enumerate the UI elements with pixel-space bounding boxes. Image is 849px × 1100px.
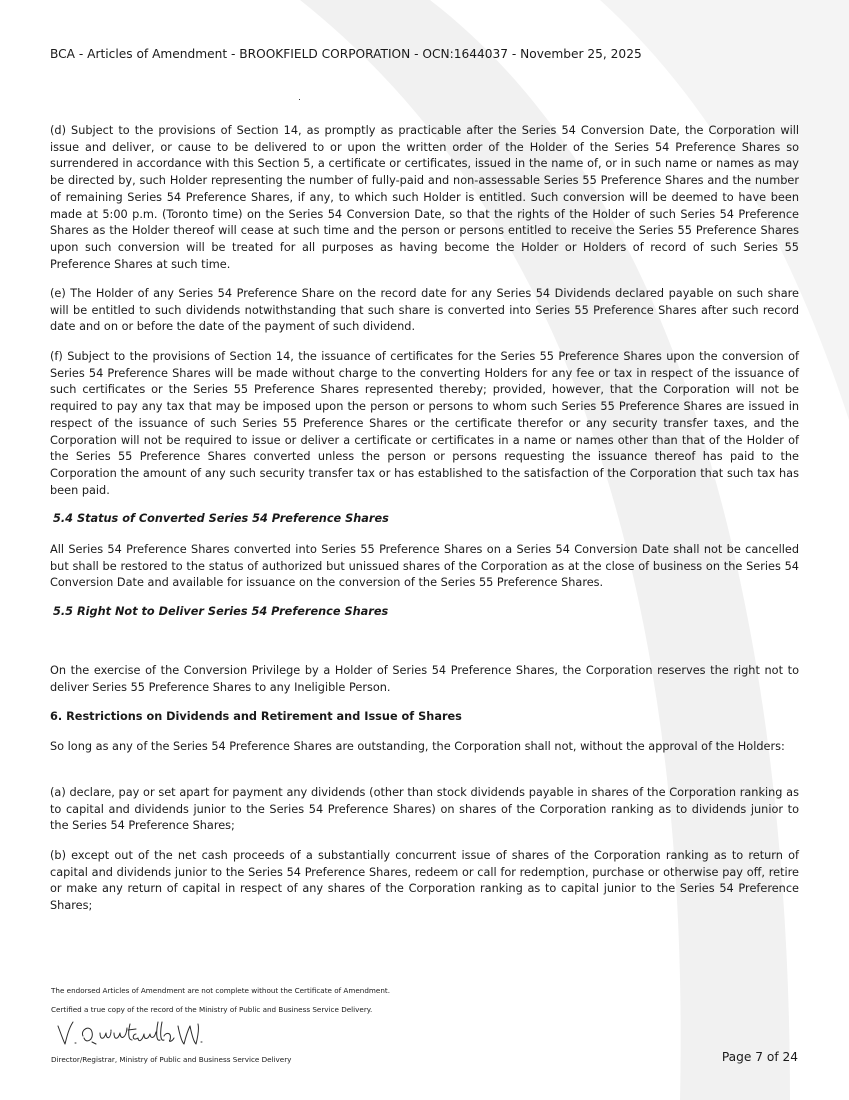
paragraph-d: (d) Subject to the provisions of Section 14, as promptly as practicable after the Series 54 Conversion Date, the Corporation will issue and deliver, or cause to be delivered to or upon the written order of the Holder of the Series 54 Preference Shares so surrendered in accordance with this Section 5, a certificate or certificates, issued in the name of, or in such name or names as may be directed by, such Holder representing the number of fully-paid and non-assessable Series 55 Preference Shares and the number of remaining Series 54 Preference Shares, if any, to which such Holder is entitled. Such conversion will be deemed to have been made at 5:00 p.m. (Toronto time) on the Series 54 Conversion Date, so that the rights of the Holder of such Series 54 Preference Shares as the Holder thereof will cease at such time and the person or persons entitled to receive the Series 55 Preference Shares upon such conversion will be treated for all purposes as having become the Holder or Holders of record of such Series 55 Preference Shares at such time. [50,124,799,271]
paragraph-f: (f) Subject to the provisions of Section 14, the issuance of certificates for the Series 55 Preference Shares upon the conversion of Series 54 Preference Shares will be made without charge to the converting Holders for any fee or tax in respect of the issuance of such certificates or the Series 55 Preference Shares represented thereby; provided, however, that the Corporation will not be required to pay any tax that may be imposed upon the person or persons to whom such Series 55 Preference Shares are issued in respect of the issuance of such Series 55 Preference Shares or the certificate therefor or any security transfer taxes, and the Corporation will not be required to issue or deliver a certificate or certificates in a name or names other than that of the Holder of the Series 55 Preference Shares converted unless the person or persons requesting the issuance thereof has paid to the Corporation the amount of any such security transfer tax or has established to the satisfaction of the Corporation that such tax has been paid. [50,350,799,497]
section-6-intro: So long as any of the Series 54 Preference Shares are outstanding, the Corporation shall not, without the approval of the Holders: [50,740,785,753]
footer-note-certificate: The endorsed Articles of Amendment are not complete without the Certificate of Amendment. [51,986,390,995]
section-5-5-paragraph: On the exercise of the Conversion Privilege by a Holder of Series 54 Preference Shares, the Corporation reserves the right not to deliver Series 55 Preference Shares to any Ineligible Person. [50,664,799,694]
stray-mark [299,99,300,100]
section-6-item-a: (a) declare, pay or set apart for payment any dividends (other than stock dividends payable in shares of the Corporation ranking as to capital and dividends junior to the Series 54 Preference Shares) on shares of the Corporation ranking as to dividends junior to the Series 54 Preference Shares; [50,786,799,833]
paragraph-e: (e) The Holder of any Series 54 Preference Share on the record date for any Series 54 Dividends declared payable on such share will be entitled to such dividends notwithstanding that such share is converted into Series 55 Preference Shares after such record date and on or before the date of the payment of such dividend. [50,287,799,334]
section-5-5-heading: 5.5 Right Not to Deliver Series 54 Preference Shares [53,605,389,618]
section-5-4-heading: 5.4 Status of Converted Series 54 Preference Shares [53,512,389,525]
section-6-item-b: (b) except out of the net cash proceeds of a substantially concurrent issue of shares of the Corporation ranking as to return of capital and dividends junior to the Series 54 Preference Shares, redeem or call for redemption, purchase or otherwise pay off, retire or make any return of capital in respect of any shares of the Corporation ranking as to capital junior to the Series 54 Preference Shares; [50,849,799,913]
page-number: Page 7 of 24 [721,1050,798,1064]
footer-signatory-title: Director/Registrar, Ministry of Public and Business Service Delivery [51,1055,292,1064]
signature-image [56,1018,206,1048]
document-header: BCA - Articles of Amendment - BROOKFIELD CORPORATION - OCN:1644037 - November 25, 2025 [50,47,642,61]
footer-note-certified-copy: Certified a true copy of the record of the Ministry of Public and Business Service Delivery. [51,1005,373,1014]
signature-stroke [58,1022,202,1044]
section-5-4-paragraph: All Series 54 Preference Shares converted into Series 55 Preference Shares on a Series 54 Conversion Date shall not be cancelled but shall be restored to the status of authorized but unissued shares of the Corporation as at the close of business on the Series 54 Conversion Date and available for issuance on the conversion of the Series 55 Preference Shares. [50,543,799,590]
section-6-heading: 6. Restrictions on Dividends and Retirement and Issue of Shares [50,710,462,723]
